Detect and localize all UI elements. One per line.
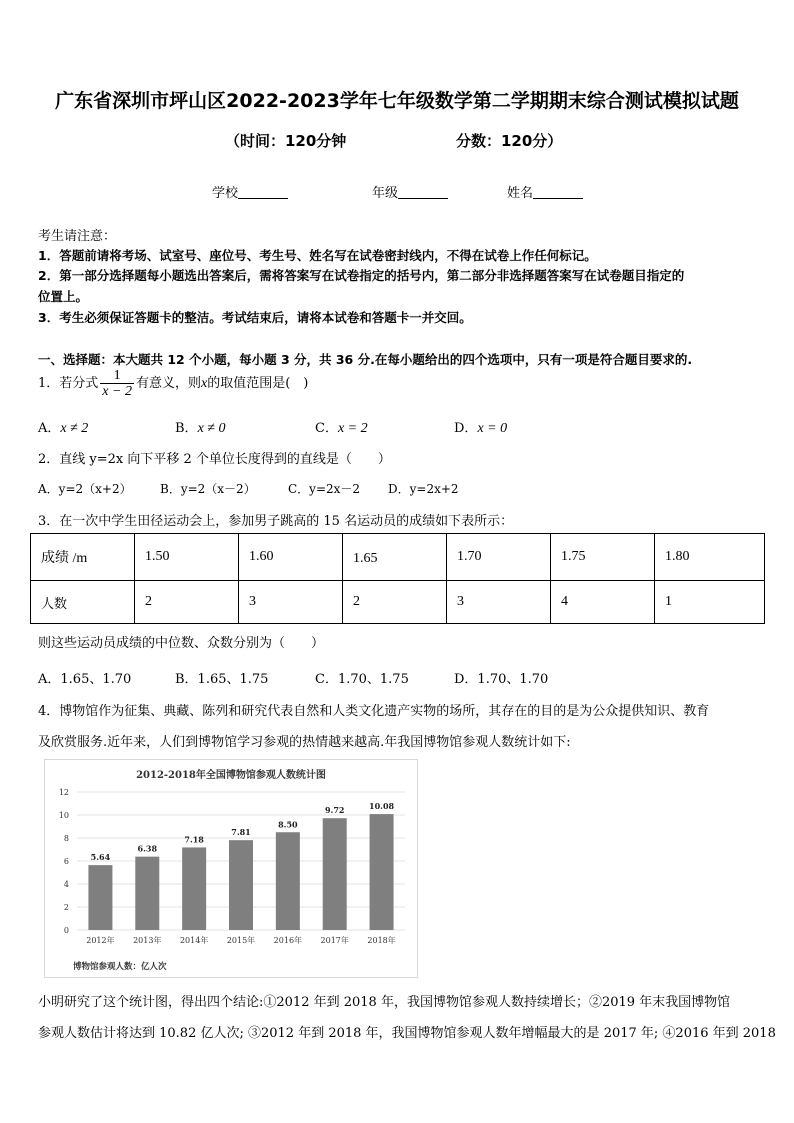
table-cell: 1.50: [135, 534, 239, 581]
bar: [370, 814, 394, 930]
name-field: [507, 182, 583, 201]
bar: [229, 840, 253, 930]
x-tick-label: 2014年: [179, 936, 209, 945]
name-blank: [533, 186, 583, 199]
table-cell: 1.60: [239, 534, 343, 581]
table-cell: 1: [655, 581, 765, 624]
y-tick-label: 8: [63, 834, 69, 843]
chart-footnote: 博物馆参观人数：亿人次: [73, 962, 167, 972]
q1-option-b-label: B．: [175, 421, 198, 436]
q3-stem: 3．在一次中学生田径运动会上，参加男子跳高的 15 名运动员的成绩如下表所示：: [38, 514, 514, 529]
table-cell: 2: [135, 581, 239, 624]
y-tick-label: 6: [63, 857, 69, 866]
table-cell: 1.80: [655, 534, 765, 581]
table-row: [31, 534, 765, 581]
table-row: [31, 581, 765, 624]
q2-option-a: A．y=2（x+2）: [38, 482, 132, 496]
table-cell: 成绩 /m: [31, 534, 135, 581]
x-tick-label: 2012年: [86, 936, 115, 945]
school-blank: [238, 186, 288, 199]
bar-value-label: 7.81: [231, 827, 251, 838]
q1-option-c-value: x = 2: [337, 421, 368, 436]
y-tick-label: 0: [63, 926, 69, 935]
chart-title: 2012-2018年全国博物馆参观人数统计图: [136, 770, 326, 781]
y-tick-label: 2: [63, 903, 69, 912]
q1-option-a-value: x ≠ 2: [60, 421, 89, 436]
name-label: 姓名: [507, 186, 534, 201]
x-tick-label: 2013年: [133, 936, 162, 945]
museum-visitors-chart: [44, 759, 418, 978]
q1-option-c: [315, 417, 368, 437]
bar: [182, 847, 206, 930]
q1-suffix-a: 有意义，则: [135, 376, 201, 391]
q3-question: 则这些运动员成绩的中位数、众数分别为（ ）: [38, 636, 325, 651]
table-cell: 2: [343, 581, 447, 624]
bar-value-label: 5.64: [90, 852, 111, 863]
q1-option-b-value: x ≠ 0: [197, 421, 226, 436]
q4-after-1: 小明研究了这个统计图，得出四个结论:①2012 年到 2018 年，我国博物馆参观人数持续增长；②2019 年末我国博物馆: [38, 995, 731, 1010]
q3-option-d: D．1.70、1.70: [454, 672, 549, 687]
q1-option-b: [175, 417, 225, 437]
q1-option-d-value: x = 0: [477, 421, 508, 436]
exam-score: 分数：120分）: [456, 132, 563, 150]
table-cell: 1.65: [343, 534, 447, 581]
q1-suffix-b: 的取值范围是( ): [207, 376, 309, 391]
bar-value-label: 8.50: [278, 819, 298, 830]
y-tick-label: 12: [58, 788, 69, 797]
notice-item-2: 2．第一部分选择题每小题选出答案后，需将答案写在试卷指定的括号内，第二部分非选择题答案写在试卷题目指定的: [38, 268, 685, 283]
q2-stem: 2．直线 y=2x 向下平移 2 个单位长度得到的直线是（ ）: [38, 452, 391, 467]
q4-after-2: 参观人数估计将达到 10.82 亿人次; ③2012 年到 2018 年，我国博物馆参观人数年增幅最大的是 2017 年; ④2016 年到 2018: [38, 1026, 776, 1041]
y-tick-label: 10: [58, 811, 69, 820]
q2-option-d: D．y=2x+2: [388, 482, 459, 496]
q1-prefix: 1．若分式: [38, 376, 99, 391]
bar: [135, 857, 159, 930]
grade-field: [372, 182, 448, 201]
bar-value-label: 6.38: [137, 843, 158, 854]
q1-option-d-label: D．: [454, 421, 478, 436]
chart-svg: [45, 760, 417, 977]
notice-item-1: 1．答题前请将考场、试室号、座位号、考生号、姓名写在试卷密封线内，不得在试卷上作任何标记。: [38, 248, 597, 263]
exam-time: （时间：120分钟: [225, 132, 347, 150]
table-cell: 4: [551, 581, 655, 624]
q3-score-table: [30, 533, 765, 624]
q1-denominator: x − 2: [102, 384, 132, 399]
notice-heading: 考生请注意：: [38, 229, 117, 244]
table-cell: 1.75: [551, 534, 655, 581]
exam-title: 广东省深圳市坪山区2022-2023学年七年级数学第二学期期末综合测试模拟试题: [55, 90, 739, 112]
bar-value-label: 9.72: [324, 805, 345, 816]
x-tick-label: 2017年: [320, 936, 349, 945]
q1-var: x: [200, 376, 208, 391]
q2-option-c: C．y=2x－2: [288, 482, 361, 496]
school-field: [212, 182, 288, 201]
grade-blank: [398, 186, 448, 199]
q4-line-1: 4．博物馆作为征集、典藏、陈列和研究代表自然和人类文化遗产实物的场所，其存在的目的是为公众提供知识、教育: [38, 704, 710, 719]
school-label: 学校: [212, 186, 239, 201]
section1-heading: 一、选择题：本大题共 12 个小题，每小题 3 分，共 36 分.在每小题给出的四个选项中，只有一项是符合题目要求的.: [38, 352, 693, 367]
bar: [276, 832, 300, 930]
x-tick-label: 2016年: [273, 936, 303, 945]
table-cell: 3: [447, 581, 551, 624]
bar: [88, 865, 112, 930]
bar: [323, 818, 347, 930]
y-tick-label: 4: [63, 880, 69, 889]
q1-stem: [38, 368, 308, 399]
q1-numerator: 1: [100, 368, 134, 384]
q1-option-a: [38, 417, 88, 437]
bar-value-label: 10.08: [369, 801, 395, 812]
grade-label: 年级: [372, 186, 399, 201]
q1-option-c-label: C．: [315, 421, 338, 436]
q2-option-b: B．y=2（x－2）: [160, 482, 256, 496]
q3-option-b: B．1.65、1.75: [175, 672, 269, 687]
x-tick-label: 2015年: [226, 936, 256, 945]
q3-option-a: A．1.65、1.70: [38, 672, 132, 687]
q3-option-c: C．1.70、1.75: [315, 672, 409, 687]
q1-fraction: [100, 368, 134, 399]
q1-option-a-label: A．: [38, 421, 61, 436]
table-cell: 人数: [31, 581, 135, 624]
notice-item-2-cont: 位置上。: [38, 289, 89, 304]
q4-line-2: 及欣赏服务.近年来，人们到博物馆学习参观的热情越来越高.年我国博物馆参观人数统计如下:: [38, 735, 571, 750]
bar-value-label: 7.18: [184, 834, 204, 845]
table-cell: 1.70: [447, 534, 551, 581]
notice-item-3: 3．考生必须保证答题卡的整洁。考试结束后，请将本试卷和答题卡一并交回。: [38, 310, 472, 325]
x-tick-label: 2018年: [367, 936, 396, 945]
table-cell: 3: [239, 581, 343, 624]
q1-option-d: [454, 417, 507, 437]
